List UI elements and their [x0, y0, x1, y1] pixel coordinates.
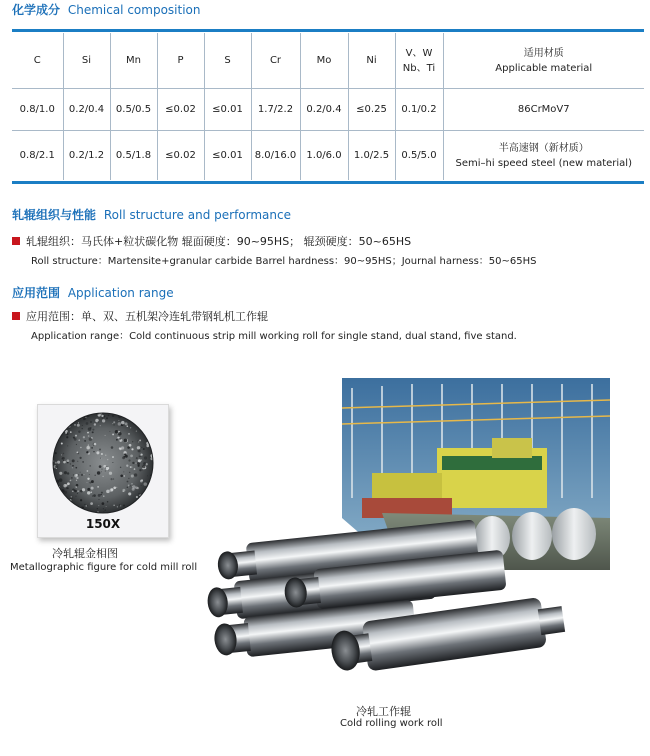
- structure-title-zh: 轧辊组织与性能: [12, 208, 97, 222]
- table-cell: ≤0.01: [204, 131, 251, 181]
- table-cell: ≤0.01: [204, 89, 251, 131]
- table-row: [12, 131, 644, 181]
- application-line-zh: [12, 308, 268, 324]
- table-cell: 0.5/5.0: [395, 131, 443, 181]
- application-section-title: [12, 284, 174, 301]
- chem-title-en: Chemical composition: [67, 3, 201, 17]
- col-header-c: C: [12, 33, 63, 89]
- table-header-row: [12, 33, 644, 89]
- structure-text-zh: 轧辊组织：马氏体+粒状碳化物 辊面硬度：90~95HS； 辊颈硬度：50~65HS: [26, 235, 412, 248]
- chem-title-zh: 化学成分: [12, 3, 61, 17]
- structure-text-en: Roll structure：Martensite+granular carbide Barrel hardness：90~95HS；Journal harness：50~65HS: [31, 256, 537, 267]
- col-header-vw-line2: Nb、Ti: [402, 62, 436, 74]
- material-line1: 半高速钢（新材质）: [498, 142, 589, 154]
- table-cell: 0.2/1.2: [63, 131, 110, 181]
- material-line1: 86CrMoV7: [517, 104, 570, 115]
- table-cell: ≤0.25: [348, 89, 395, 131]
- material-cell: [443, 89, 644, 131]
- col-header-mn: Mn: [110, 33, 157, 89]
- microstructure-image: [38, 405, 168, 517]
- table-cell: 8.0/16.0: [251, 131, 300, 181]
- table-cell: 1.7/2.2: [251, 89, 300, 131]
- col-header-material-zh: 适用材质: [523, 47, 564, 59]
- structure-line-zh: [12, 233, 411, 249]
- col-header-ni: Ni: [348, 33, 395, 89]
- col-header-vw: [395, 33, 443, 89]
- work-rolls-photo: [205, 520, 570, 695]
- table-cell: 1.0/2.5: [348, 131, 395, 181]
- material-line2: Semi–hi speed steel (new material): [455, 157, 632, 169]
- metallographic-figure: [37, 404, 169, 538]
- table-cell: 1.0/6.0: [300, 131, 348, 181]
- table-cell: ≤0.02: [157, 89, 204, 131]
- magnification-label: 150X: [85, 517, 121, 531]
- bullet-square-icon: [12, 237, 20, 245]
- col-header-vw-line1: V、W: [405, 47, 433, 59]
- metallo-caption-zh: 冷轧辊金相图: [52, 547, 118, 560]
- chem-section-title: [12, 1, 201, 18]
- application-text-zh: 应用范围：单、双、五机架冷连轧带钢轧机工作辊: [26, 310, 268, 323]
- col-header-s: S: [204, 33, 251, 89]
- table-cell: 0.1/0.2: [395, 89, 443, 131]
- table-row: [12, 89, 644, 131]
- col-header-p: P: [157, 33, 204, 89]
- table-cell: 0.5/1.8: [110, 131, 157, 181]
- rolls-caption-en: Cold rolling work roll: [340, 718, 443, 729]
- structure-section-title: [12, 206, 291, 223]
- material-cell: [443, 131, 644, 181]
- table-cell: ≤0.02: [157, 131, 204, 181]
- application-title-zh: 应用范围: [12, 286, 61, 300]
- metallo-caption-en: Metallographic figure for cold mill roll: [10, 562, 198, 573]
- col-header-material-en: Applicable material: [495, 62, 593, 74]
- col-header-cr: Cr: [251, 33, 300, 89]
- col-header-material: [443, 33, 644, 89]
- table-cell: 0.8/2.1: [12, 131, 63, 181]
- col-header-mo: Mo: [300, 33, 348, 89]
- table-cell: 0.8/1.0: [12, 89, 63, 131]
- table-bottom-rule: [12, 181, 644, 184]
- table-cell: 0.2/0.4: [300, 89, 348, 131]
- table-cell: 0.5/0.5: [110, 89, 157, 131]
- chem-table: [12, 33, 644, 180]
- table-top-rule: [12, 29, 644, 32]
- application-text-en: Application range：Cold continuous strip mill working roll for single stand, dual stand, five stand.: [31, 331, 517, 342]
- application-title-en: Application range: [67, 286, 174, 300]
- table-cell: 0.2/0.4: [63, 89, 110, 131]
- col-header-si: Si: [63, 33, 110, 89]
- structure-title-en: Roll structure and performance: [103, 208, 291, 222]
- bullet-square-icon: [12, 312, 20, 320]
- rolls-caption-zh: 冷轧工作辊: [356, 705, 411, 718]
